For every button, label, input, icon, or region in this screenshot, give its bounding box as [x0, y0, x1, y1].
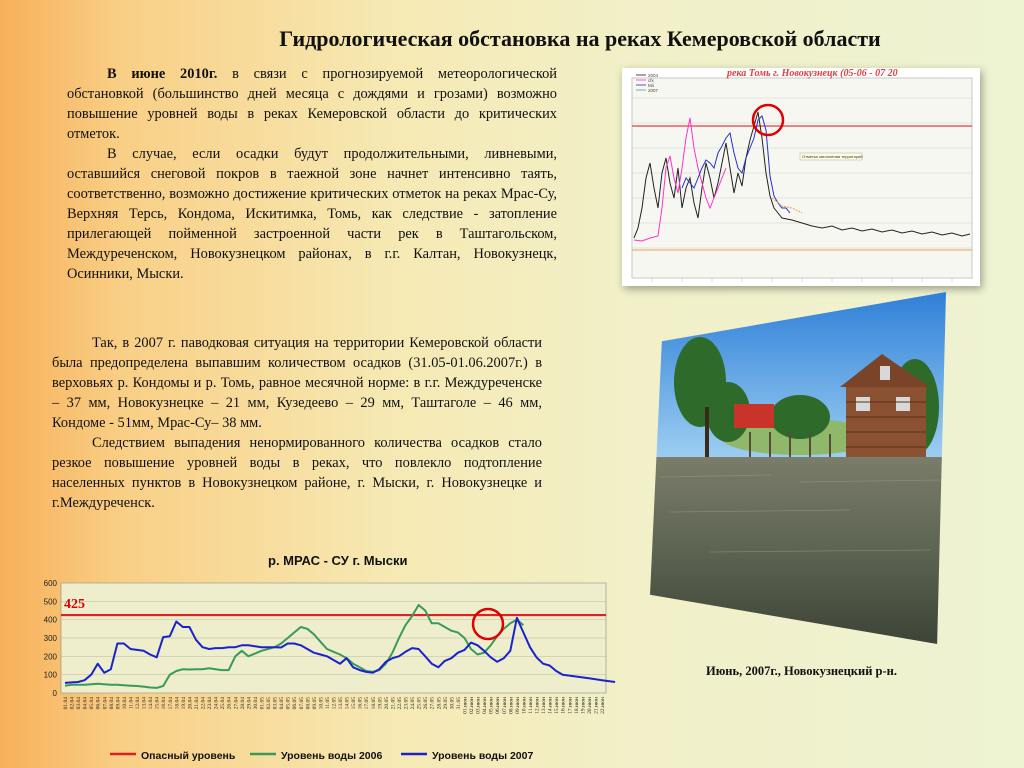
- slide-title: Гидрологическая обстановка на реках Кемеровской области: [279, 26, 881, 51]
- x-tick-label: 30.04: [252, 697, 259, 710]
- x-tick-label: 10.04: [121, 697, 128, 710]
- x-tick-label: 25.05: [416, 697, 423, 710]
- x-tick-label: 22.05: [396, 697, 403, 710]
- x-tick-label: 24.05: [410, 697, 417, 710]
- thumb-annotation-text: Отметка затопления территорий: [802, 154, 863, 159]
- thumb-chart-title: река Томь г. Новокузнецк (05-06 - 07 20: [727, 68, 898, 79]
- x-tick-label: 03.июн: [475, 697, 482, 714]
- x-tick-label: 31.05: [455, 697, 462, 710]
- x-tick-label: 14.04: [148, 697, 155, 710]
- thumbnail-chart-svg: [622, 68, 980, 286]
- x-tick-label: 19.июн: [580, 697, 587, 714]
- chart-legend: [110, 750, 533, 762]
- x-tick-label: 20.05: [383, 697, 390, 710]
- thumb-legend-0: 2004: [648, 73, 659, 78]
- danger-level-annotation: 425: [64, 597, 85, 612]
- x-tick-label: 17.05: [364, 697, 371, 710]
- x-tick-label: 09.04: [115, 697, 122, 710]
- x-tick-label: 11.июн: [527, 697, 534, 714]
- y-axis: [44, 579, 58, 698]
- x-tick-label: 23.04: [207, 697, 214, 710]
- flood-photo: [650, 292, 946, 644]
- text-lead-2010: В июне 2010г.: [107, 66, 218, 82]
- y-tick-label-0: 0: [52, 689, 57, 698]
- x-tick-label: 10.июн: [521, 697, 528, 714]
- x-tick-label: 12.июн: [534, 697, 541, 714]
- x-tick-label: 04.04: [82, 697, 89, 710]
- x-tick-label: 01.июн: [462, 697, 469, 714]
- x-tick-label: 20.июн: [586, 697, 593, 714]
- x-tick-label: 04.05: [279, 697, 286, 710]
- text-2007-precipitation: Так, в 2007 г. паводковая ситуация на территории Кемеровской области была предопределена выпавшим количеством осадков (31.05-01.06.2007г.) в верховьях р. Кондомы и р. Томь, равное месячной норме: в г.г. Междуреченске – 37 мм, Новокузнецке – 21 мм, Кузедеево – 29 мм, Таштаголе – 46 мм, Кондоме - 51мм, Мрас-Су– 38 мм.: [52, 335, 542, 431]
- legend-label-2006: Уровень воды 2006: [281, 750, 383, 762]
- x-tick-label: 16.04: [161, 697, 168, 710]
- x-tick-label: 23.05: [403, 697, 410, 710]
- x-tick-label: 08.июн: [508, 697, 515, 714]
- x-tick-label: 12.05: [331, 697, 338, 710]
- x-tick-label: 24.04: [213, 697, 220, 710]
- x-tick-label: 22.04: [200, 697, 207, 710]
- thumb-legend-2: Міі: [648, 83, 654, 88]
- y-tick-label-300: 300: [43, 634, 57, 643]
- thumb-legend-3: 2007: [648, 88, 659, 93]
- x-tick-label: 21.04: [193, 697, 200, 710]
- y-tick-label-100: 100: [43, 670, 57, 680]
- x-tick-label: 16.05: [357, 697, 364, 710]
- x-tick-label: 27.05: [429, 697, 436, 710]
- x-tick-label: 02.04: [69, 697, 76, 710]
- x-tick-label: 05.июн: [488, 697, 495, 714]
- x-tick-label: 05.05: [285, 697, 292, 710]
- legend-label-danger: Опасный уровень: [141, 750, 236, 762]
- text-block-2010: [67, 64, 557, 284]
- x-tick-label: 18.05: [370, 697, 377, 710]
- x-tick-label: 28.04: [239, 697, 246, 710]
- x-tick-label: 21.июн: [593, 697, 600, 714]
- y-tick-label-500: 500: [43, 597, 57, 607]
- x-tick-label: 06.июн: [495, 697, 502, 714]
- x-tick-label: 28.05: [436, 697, 443, 710]
- text-block-2007: [52, 333, 542, 513]
- x-tick-label: 29.04: [246, 697, 253, 710]
- thumbnail-chart-tom-river: [622, 68, 980, 286]
- x-tick-label: 16.июн: [560, 697, 567, 714]
- x-tick-label: 07.04: [102, 697, 109, 710]
- x-axis: [63, 697, 606, 714]
- x-tick-label: 21.05: [390, 697, 397, 710]
- x-tick-label: 29.05: [442, 697, 449, 710]
- x-tick-label: 26.04: [226, 697, 233, 710]
- x-tick-label: 15.05: [351, 697, 358, 710]
- x-tick-label: 08.04: [108, 697, 115, 710]
- x-tick-label: 01.04: [63, 697, 69, 710]
- x-tick-label: 06.05: [292, 697, 299, 710]
- x-tick-label: 14.05: [344, 697, 351, 710]
- x-tick-label: 09.05: [311, 697, 318, 710]
- y-tick-label-400: 400: [43, 615, 57, 625]
- x-tick-label: 04.июн: [482, 697, 489, 714]
- x-tick-label: 19.04: [180, 697, 187, 710]
- x-tick-label: 11.05: [324, 697, 331, 710]
- x-tick-label: 08.05: [305, 697, 312, 710]
- legend-label-2007: Уровень воды 2007: [432, 750, 534, 762]
- x-tick-label: 25.04: [220, 697, 227, 710]
- x-tick-label: 30.05: [449, 697, 456, 710]
- x-tick-label: 13.05: [338, 697, 345, 710]
- flood-photo-svg: [650, 292, 946, 644]
- x-tick-label: 19.05: [377, 697, 384, 710]
- x-tick-label: 18.июн: [573, 697, 580, 714]
- x-tick-label: 13.04: [141, 697, 148, 710]
- x-tick-label: 26.05: [423, 697, 430, 710]
- text-2007-flooding: Следствием выпадения ненормированного количества осадков стало резкое повышение уровней воды в реках, что повлекло подтопление населенных пунктов в Новокузнецком районе, г. Мыски, г. Новокузнецке и г.Междуреченск.: [52, 435, 542, 511]
- x-tick-label: 15.июн: [554, 697, 561, 714]
- x-tick-label: 03.05: [272, 697, 279, 710]
- x-tick-label: 15.04: [154, 697, 161, 710]
- text-2010-forecast: в связи с прогнозируемой метеорологической обстановкой (большинство дней месяца с дождями и грозами) возможно повышение уровней воды в реках Кемеровской области до критических отметок.: [67, 66, 557, 142]
- x-tick-label: 11.04: [128, 697, 135, 710]
- chart-title: р. МРАС - СУ г. Мыски: [268, 553, 408, 568]
- x-tick-label: 02.июн: [469, 697, 476, 714]
- x-tick-label: 02.05: [266, 697, 273, 710]
- x-tick-label: 22.июн: [600, 697, 606, 714]
- y-tick-label-200: 200: [43, 652, 57, 662]
- thumb-legend-1: сfx: [648, 78, 654, 83]
- x-tick-label: 12.04: [135, 697, 142, 710]
- x-tick-label: 07.05: [298, 697, 305, 710]
- x-tick-label: 17.04: [167, 697, 174, 710]
- x-tick-label: 01.05: [259, 697, 266, 710]
- y-tick-label-600: 600: [43, 579, 57, 588]
- x-tick-label: 03.04: [76, 697, 83, 710]
- x-tick-label: 27.04: [233, 697, 240, 710]
- photo-caption: Июнь, 2007г., Новокузнецкий р-н.: [706, 664, 897, 678]
- text-2010-consequences: В случае, если осадки будут продолжительными, ливневыми, оставшийся снеговой покров в таежной зоне начнет интенсивно таять, соответственно, возможно достижение критических отметок на реках Мрас-Су, Верхняя Терсь, Кондома, Искитимка, Томь, как следствие - затопление прилегающей пойменной застроенной части рек в Таштагольском, Междуреченском, Новокузнецком районах, в г.г. Калтан, Новокузнецк, Осинники, Мыски.: [67, 146, 557, 282]
- x-tick-label: 06.04: [95, 697, 102, 710]
- x-tick-label: 09.июн: [514, 697, 521, 714]
- x-tick-label: 17.июн: [567, 697, 574, 714]
- x-tick-label: 13.июн: [541, 697, 548, 714]
- x-tick-label: 20.04: [187, 697, 194, 710]
- x-tick-label: 18.04: [174, 697, 181, 710]
- main-chart-svg: [28, 573, 618, 768]
- x-tick-label: 05.04: [89, 697, 96, 710]
- x-tick-label: 14.июн: [547, 697, 554, 714]
- x-tick-label: 10.05: [318, 697, 325, 710]
- x-tick-label: 07.июн: [501, 697, 508, 714]
- red-roof-shed: [734, 404, 774, 428]
